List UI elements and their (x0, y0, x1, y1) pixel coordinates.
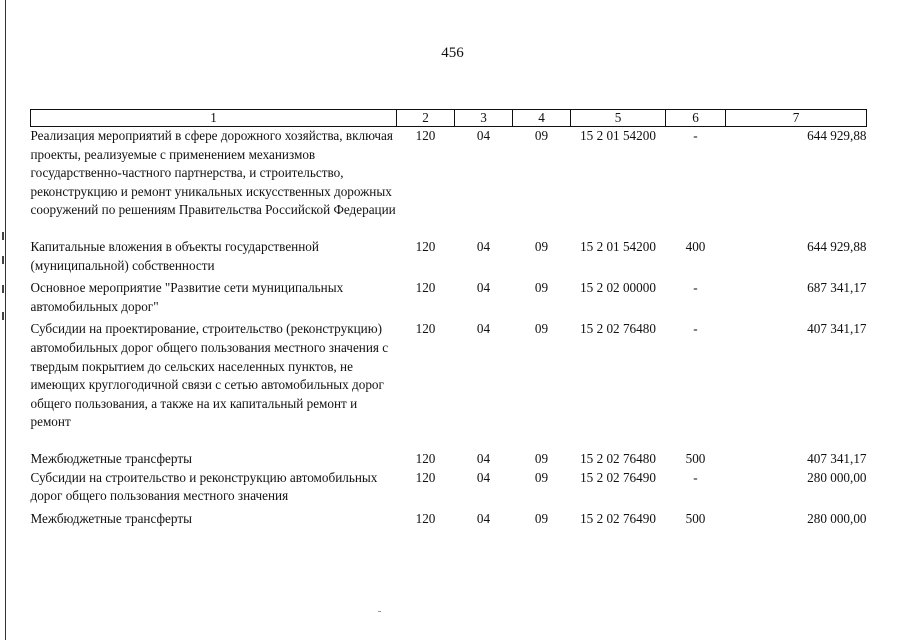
cell-col6: - (693, 280, 698, 296)
cell-col6: 400 (685, 238, 706, 254)
column-header: 2 (397, 110, 455, 127)
cell-col2: 120 (415, 469, 436, 485)
cell-col3: 04 (476, 128, 491, 143)
margin-mark (2, 312, 4, 320)
cell-col4: 09 (534, 128, 549, 143)
cell-col3: 04 (476, 238, 491, 254)
cell-col6: - (693, 469, 698, 485)
row-name: Межбюджетные трансферты (30, 450, 192, 466)
row-name: Реализация мероприятий в сфере дорожного хозяйства, включая проекты, реализуемые с применением механизмов государственно-частного партнерства, и строительство, реконструкцию и ремонт уникальных искусственных дорожных сооружений по решениям Правительства Российской Федерации (30, 128, 396, 218)
cell-amount: 407 341,17 (807, 321, 867, 337)
cell-col5: 15 2 02 76480 (580, 321, 656, 337)
cell-amount: 280 000,00 (807, 510, 867, 526)
cell-col6: 500 (685, 510, 706, 526)
cell-col2: 120 (415, 238, 436, 254)
cell-col5: 15 2 02 76490 (580, 510, 656, 526)
row-name: Основное мероприятие "Развитие сети муниципальных автомобильных дорог" (30, 280, 344, 314)
cell-amount: 280 000,00 (807, 469, 867, 485)
cell-col6: - (693, 321, 698, 337)
column-header: 3 (455, 110, 513, 127)
header-row (31, 110, 867, 127)
table-row (31, 127, 867, 238)
table-row (31, 279, 867, 320)
margin-mark (2, 285, 4, 293)
cell-col3: 04 (476, 280, 491, 296)
cell-col3: 04 (476, 469, 491, 485)
page-number: 456 (441, 45, 464, 61)
cell-col2: 120 (415, 450, 436, 466)
budget-table (30, 109, 867, 528)
cell-col5: 15 2 02 76480 (580, 450, 656, 466)
cell-col4: 09 (534, 280, 549, 296)
cell-col2: 120 (415, 510, 436, 526)
cell-col5: 15 2 01 54200 (580, 128, 656, 143)
cell-col4: 09 (534, 510, 549, 526)
column-header: 4 (513, 110, 571, 127)
cell-col6: - (693, 128, 698, 143)
row-name: Межбюджетные трансферты (30, 510, 192, 526)
cell-col3: 04 (476, 510, 491, 526)
table-row (31, 238, 867, 279)
cell-col2: 120 (415, 321, 436, 337)
margin-mark (2, 256, 4, 264)
cell-col4: 09 (534, 321, 549, 337)
cell-col4: 09 (534, 469, 549, 485)
table-row (31, 450, 867, 469)
scan-speck (378, 611, 381, 612)
row-name: Субсидии на проектирование, строительство (реконструкцию) автомобильных дорог общего пользования местного значения с твердым покрытием до сельских населенных пунктов, не имеющих круглогодичной связи с сетью автомобильных дорог общего пользования, а также на их капитальный ремонт и ремонт (30, 321, 389, 430)
margin-mark (2, 232, 4, 240)
cell-amount: 644 929,88 (807, 128, 867, 143)
cell-col4: 09 (534, 238, 549, 254)
row-name: Субсидии на строительство и реконструкцию автомобильных дорог общего пользования местного значения (30, 469, 378, 504)
cell-amount: 407 341,17 (807, 450, 867, 466)
column-header: 5 (571, 110, 666, 127)
cell-amount: 644 929,88 (807, 238, 867, 254)
cell-col5: 15 2 02 00000 (580, 280, 656, 296)
row-name: Капитальные вложения в объекты государственной (муниципальной) собственности (30, 238, 319, 273)
table-row (31, 510, 867, 529)
cell-col2: 120 (415, 128, 436, 143)
column-header: 7 (726, 110, 867, 127)
column-header: 6 (666, 110, 726, 127)
cell-col5: 15 2 02 76490 (580, 469, 656, 485)
cell-col3: 04 (476, 450, 491, 466)
cell-col3: 04 (476, 321, 491, 337)
cell-amount: 687 341,17 (807, 280, 867, 296)
cell-col2: 120 (415, 280, 436, 296)
column-header: 1 (31, 110, 397, 127)
table-row (31, 469, 867, 510)
cell-col5: 15 2 01 54200 (580, 238, 656, 254)
cell-col6: 500 (685, 450, 706, 466)
cell-col4: 09 (534, 450, 549, 466)
left-margin-line (5, 0, 6, 640)
table-row (31, 320, 867, 450)
